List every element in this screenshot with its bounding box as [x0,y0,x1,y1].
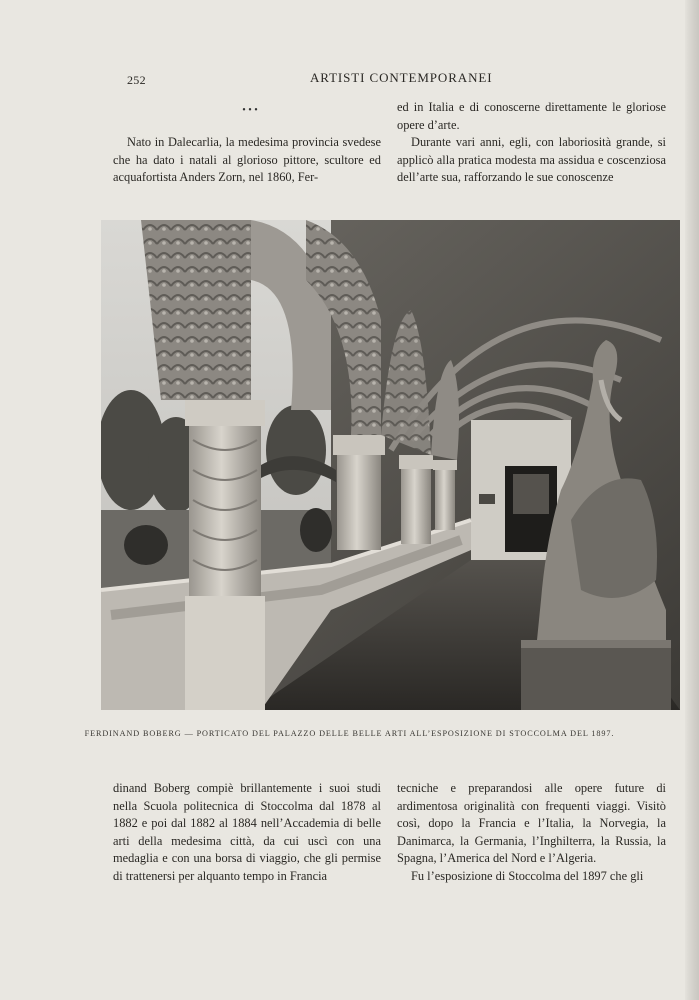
paragraph: ed in Italia e di conoscerne direttamente le gloriose opere d’arte. [397,100,666,132]
paragraph: Fu l’esposizione di Stoccolma del 1897 che gli [411,868,644,883]
text-column-top-right [397,99,666,187]
paragraph: Nato in Dalecarlia, la medesima provincia svedese che ha dato i natali al glorioso pittore, scultore ed acquafortista Anders Zorn, nel 1860, Fer- [113,135,381,185]
text-column-bottom-right [397,780,666,886]
paragraph: tecniche e preparandosi alle opere future di ardimentosa originalità con frequenti viaggi. Visitò così, dopo la Francia e l’Italia, la Norvegia, la Danimarca, la Germania, l’Inghilterra, la Russia, la Spagna, l’America del Nord e l’Algeria. [397,781,666,866]
text-column-top-left [113,134,381,187]
page-edge-shadow [685,0,699,1000]
paragraph: Durante vari anni, egli, con laboriosità grande, si applicò alla pratica modesta ma assidua e coscenziosa dell’arte sua, rafforzando le sue conoscenze [397,135,666,185]
section-mark-glyph: • • • [242,105,258,116]
figure-caption: FERDINAND BOBERG — PORTICATO DEL PALAZZO DELLE BELLE ARTI ALL’ESPOSIZIONE DI STOCCOLMA DEL 1897. [84,729,615,738]
section-mark [236,105,264,124]
paragraph: dinand Boberg compiè brillantemente i suoi studi nella Scuola politecnica di Stoccolma dal 1878 al 1882 e poi dal 1882 al 1884 nell’Accademia di belle arti della medesima città, da cui uscì con una medaglia e con una borsa di viaggio, che gli permise di trattenersi per alquanto tempo in Francia [113,781,381,883]
portico-photograph [101,220,680,710]
running-header [0,70,699,90]
text-column-bottom-left [113,780,381,886]
running-title: ARTISTI CONTEMPORANEI [310,70,493,85]
page-number: 252 [127,73,146,87]
